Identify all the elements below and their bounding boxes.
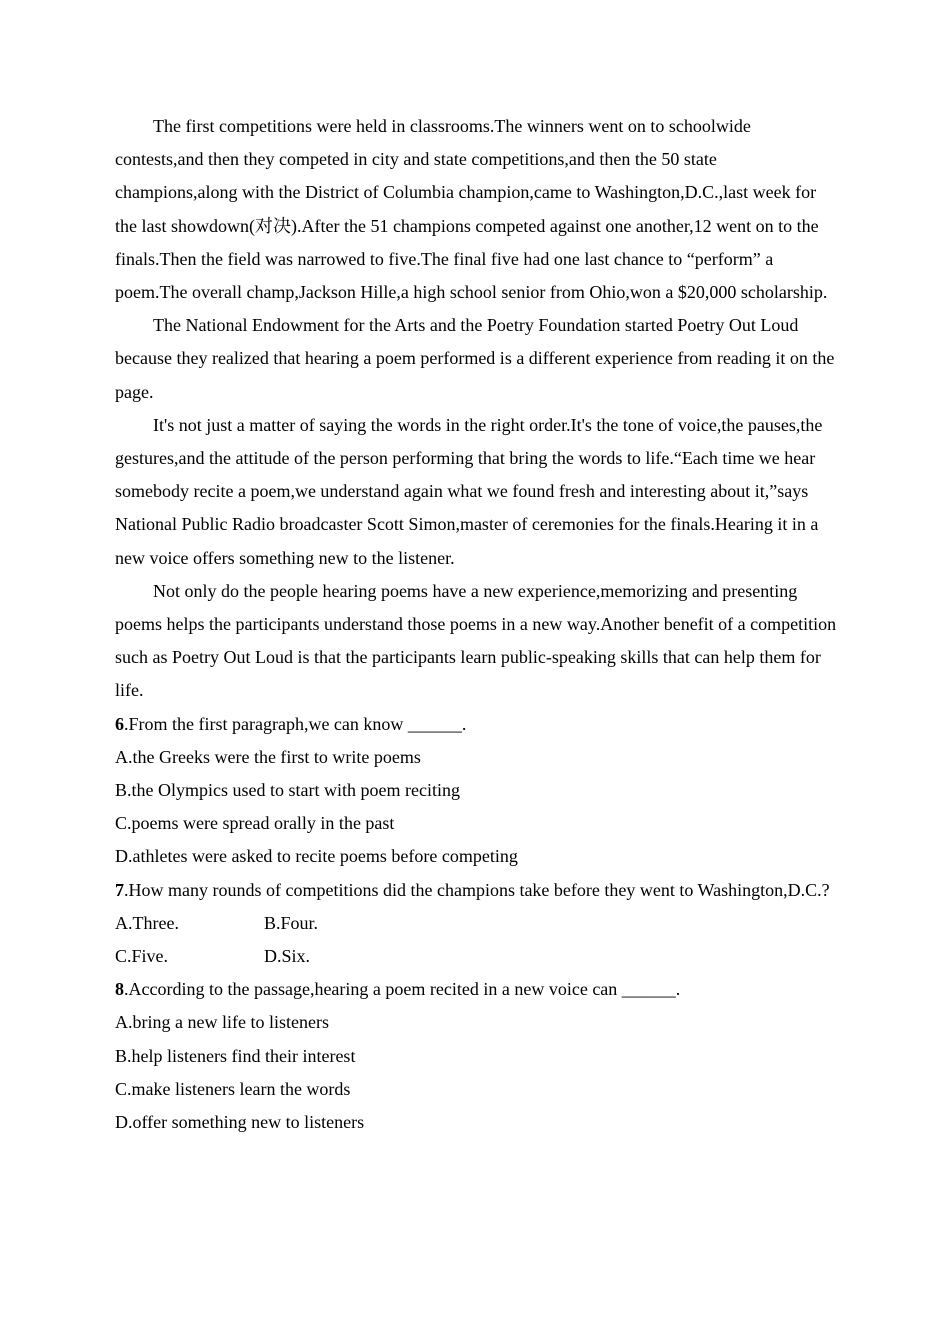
option-row xyxy=(115,907,840,940)
option-b: B.the Olympics used to start with poem reciting xyxy=(115,780,460,801)
option-row xyxy=(115,940,840,973)
question-number: 6 xyxy=(115,713,124,734)
question-text: .According to the passage,hearing a poem recited in a new voice can ______. xyxy=(124,979,681,1000)
document-page xyxy=(115,110,840,1139)
question-8 xyxy=(115,973,840,1139)
passage-paragraph-3: It's not just a matter of saying the words in the right order.It's the tone of voice,the pauses,the gestures,and the attitude of the person performing that bring the words to life.“Each time we hear somebody recite a poem,we understand again what we found fresh and interesting about it,”says National Public Radio broadcaster Scott Simon,master of ceremonies for the finals.Hearing it in a new voice offers something new to the listener. xyxy=(115,414,823,568)
option-a: A.Three. xyxy=(115,912,179,933)
option-d: D.offer something new to listeners xyxy=(115,1112,365,1133)
question-stem xyxy=(115,973,840,1006)
option-a: A.bring a new life to listeners xyxy=(115,1012,329,1033)
option-c: C.make listeners learn the words xyxy=(115,1078,351,1099)
option-c: C.Five. xyxy=(115,946,169,967)
option-b: B.Four. xyxy=(264,912,319,933)
question-7 xyxy=(115,874,840,974)
question-number: 7 xyxy=(115,879,124,900)
question-stem xyxy=(115,708,840,741)
question-number: 8 xyxy=(115,979,124,1000)
question-text: .How many rounds of competitions did the champions take before they went to Washington,D.C.? xyxy=(124,879,830,900)
question-text: .From the first paragraph,we can know ______. xyxy=(124,713,467,734)
option-b: B.help listeners find their interest xyxy=(115,1045,356,1066)
question-6 xyxy=(115,708,840,874)
option-c: C.poems were spread orally in the past xyxy=(115,813,395,834)
option-d: D.Six. xyxy=(264,946,311,967)
passage-paragraph-2: The National Endowment for the Arts and the Poetry Foundation started Poetry Out Loud because they realized that hearing a poem performed is a different experience from reading it on the page. xyxy=(115,315,835,402)
question-stem xyxy=(115,874,840,907)
option-d: D.athletes were asked to recite poems before competing xyxy=(115,846,518,867)
option-a: A.the Greeks were the first to write poems xyxy=(115,746,421,767)
passage-paragraph-4: Not only do the people hearing poems have a new experience,memorizing and presenting poems helps the participants understand those poems in a new way.Another benefit of a competition such as Poetry Out Loud is that the participants learn public-speaking skills that can help them for life. xyxy=(115,580,837,701)
passage-paragraph-1: The first competitions were held in classrooms.The winners went on to schoolwide contests,and then they competed in city and state competitions,and then the 50 state champions,along with the District of Columbia champion,came to Washington,D.C.,last week for the last showdown(对决).After the 51 champions competed against one another,12 went on to the finals.Then the field was narrowed to five.The final five had one last chance to “perform” a poem.The overall champ,Jackson Hille,a high school senior from Ohio,won a $20,000 scholarship. xyxy=(115,116,828,303)
